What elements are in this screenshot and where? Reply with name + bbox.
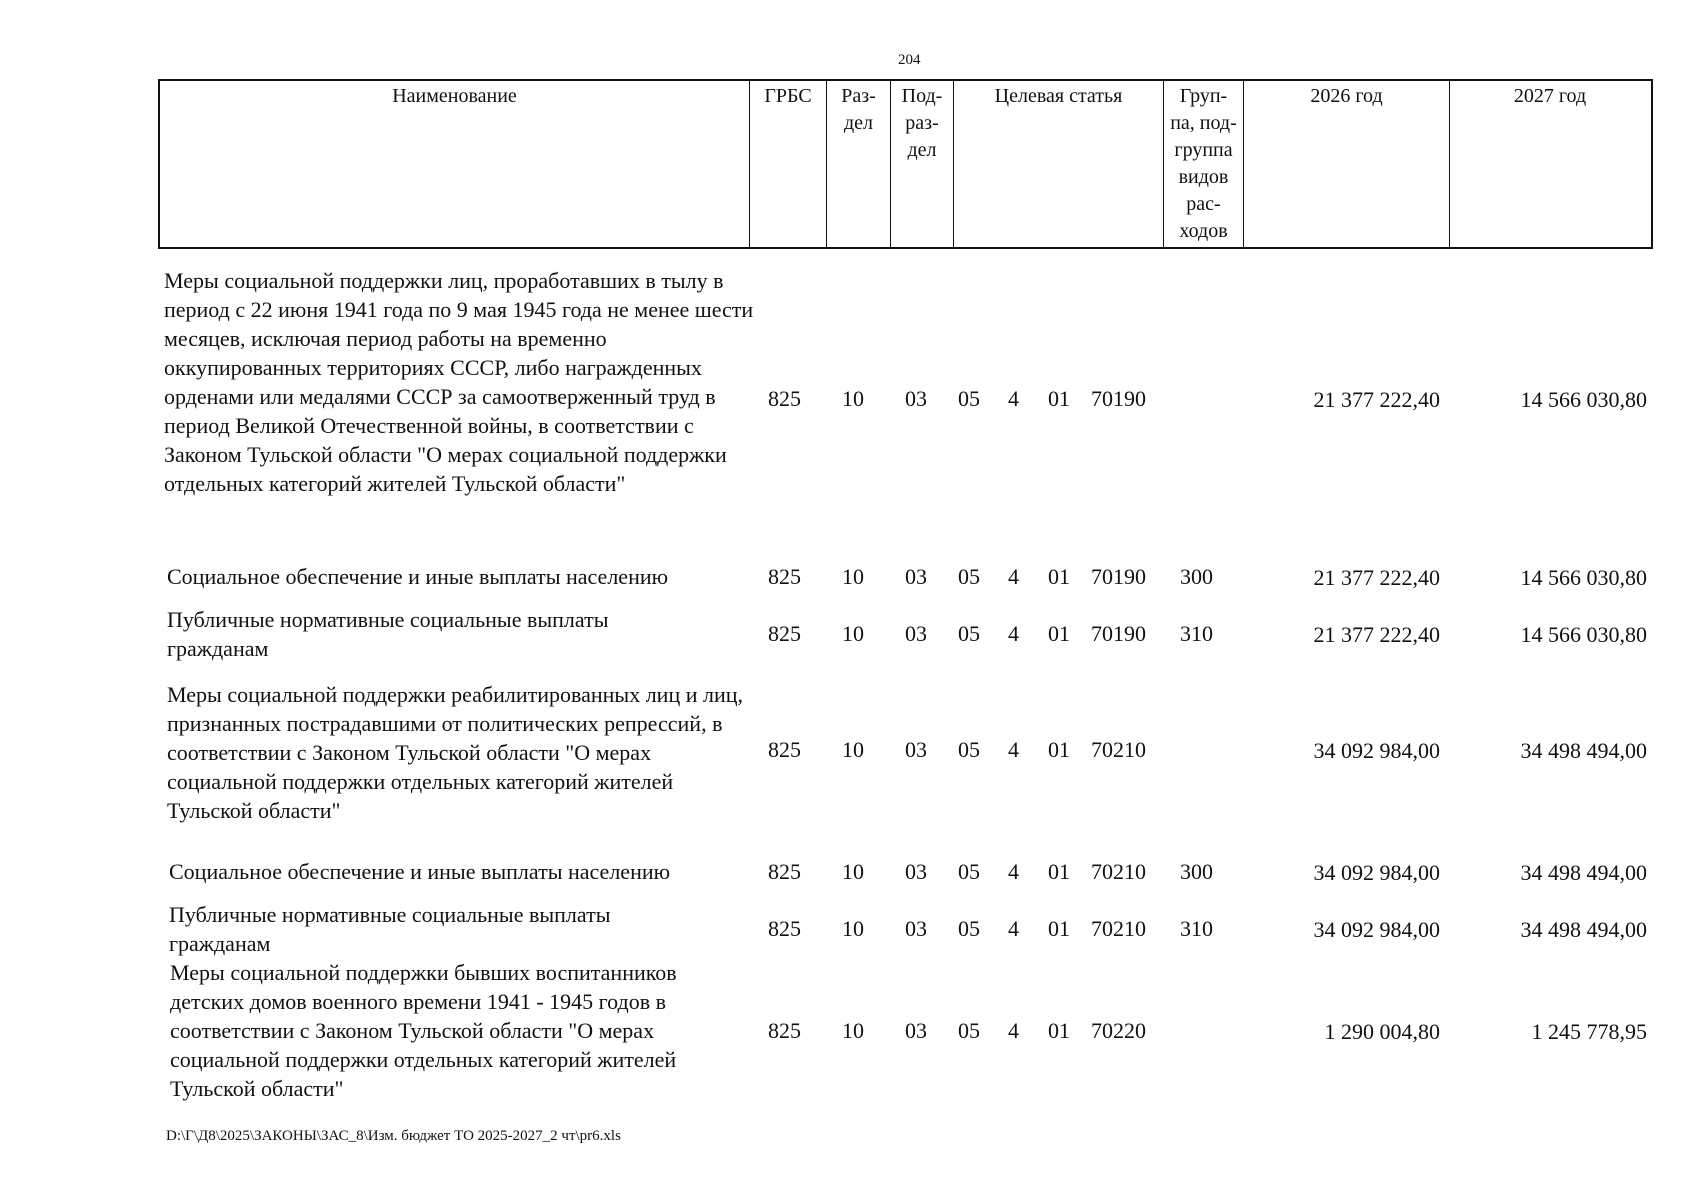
row-razdel: 10 [842,1018,864,1043]
row-2027: 34 498 494,00 [1520,738,1647,763]
row-razdel: 10 [842,386,864,411]
row-2027: 14 566 030,80 [1520,565,1647,590]
row-target-direction: 70210 [1091,737,1146,762]
row-target-program: 05 [958,916,980,941]
row-name: Меры социальной поддержки реабилитированных лиц и лиц, признанных пострадавшими от политических репрессий, в соответствии с Законом Тульской области "О мерах социальной поддержки отдельных категорий жителей Тульской области" [167,682,744,823]
row-razdel: 10 [842,621,864,646]
row-razdel: 10 [842,859,864,884]
row-vr: 300 [1180,564,1213,589]
row-target-program: 05 [958,621,980,646]
row-name: Публичные нормативные социальные выплаты гражданам [167,607,609,661]
row-target-direction: 70210 [1091,916,1146,941]
row-2026: 34 092 984,00 [1313,860,1440,885]
header-podrazdel: Под- раз- дел [891,81,954,247]
row-podrazdel: 03 [905,621,927,646]
row-target-program: 05 [958,386,980,411]
row-grbs: 825 [768,621,801,646]
row-target-direction: 70190 [1091,386,1146,411]
row-grbs: 825 [768,1018,801,1043]
row-2027: 34 498 494,00 [1520,860,1647,885]
row-2027: 14 566 030,80 [1520,622,1647,647]
row-2026: 1 290 004,80 [1324,1019,1440,1044]
row-grbs: 825 [768,386,801,411]
row-podrazdel: 03 [905,1018,927,1043]
row-razdel: 10 [842,564,864,589]
row-target-program: 05 [958,859,980,884]
row-target-type: 4 [1008,1018,1019,1043]
header-target: Целевая статья [954,81,1164,247]
row-grbs: 825 [768,859,801,884]
row-podrazdel: 03 [905,859,927,884]
row-target-element: 01 [1048,737,1070,762]
header-razdel: Раз- дел [827,81,891,247]
row-target-element: 01 [1048,621,1070,646]
header-grbs: ГРБС [750,81,827,247]
row-target-direction: 70220 [1091,1018,1146,1043]
row-target-program: 05 [958,1018,980,1043]
row-2026: 21 377 222,40 [1313,387,1440,412]
row-target-type: 4 [1008,859,1019,884]
row-grbs: 825 [768,564,801,589]
row-podrazdel: 03 [905,737,927,762]
row-name: Социальное обеспечение и иные выплаты населению [169,859,671,884]
table-header [158,79,1653,249]
row-2027: 1 245 778,95 [1531,1019,1647,1044]
row-target-type: 4 [1008,564,1019,589]
header-vr: Груп- па, под- группа видов рас- ходов [1164,81,1244,247]
row-name: Публичные нормативные социальные выплаты гражданам [169,902,611,956]
row-2026: 34 092 984,00 [1313,917,1440,942]
row-grbs: 825 [768,916,801,941]
row-podrazdel: 03 [905,916,927,941]
row-target-element: 01 [1048,386,1070,411]
row-target-element: 01 [1048,916,1070,941]
row-target-direction: 70210 [1091,859,1146,884]
row-target-type: 4 [1008,737,1019,762]
header-2026: 2026 год [1244,81,1450,247]
row-target-type: 4 [1008,386,1019,411]
row-target-element: 01 [1048,1018,1070,1043]
row-target-direction: 70190 [1091,621,1146,646]
row-name: Меры социальной поддержки бывших воспитанников детских домов военного времени 1941 - 1945 годов в соответствии с Законом Тульской области "О мерах социальной поддержки отдельных категорий жителей Тульской области" [170,960,677,1101]
row-2027: 34 498 494,00 [1520,917,1647,942]
row-name: Меры социальной поддержки лиц, проработавших в тылу в период с 22 июня 1941 года по 9 мая 1945 года не менее шести месяцев, исключая период работы на временно оккупированных территориях СССР, либо награжденных орденами или медалями СССР за самоотверженный труд в период Великой Отечественной войны, в соответствии с Законом Тульской области "О мерах социальной поддержки отдельных категорий жителей Тульской области" [164,268,754,496]
row-grbs: 825 [768,737,801,762]
row-vr: 310 [1180,621,1213,646]
row-target-type: 4 [1008,621,1019,646]
page-number: 204 [898,52,921,68]
row-2026: 21 377 222,40 [1313,565,1440,590]
row-target-program: 05 [958,564,980,589]
row-vr: 300 [1180,859,1213,884]
row-razdel: 10 [842,737,864,762]
row-target-element: 01 [1048,859,1070,884]
header-name: Наименование [160,81,750,247]
row-vr: 310 [1180,916,1213,941]
header-2027: 2027 год [1513,85,1587,107]
row-target-direction: 70190 [1091,564,1146,589]
row-2026: 21 377 222,40 [1313,622,1440,647]
row-podrazdel: 03 [905,564,927,589]
row-2026: 34 092 984,00 [1313,738,1440,763]
row-target-element: 01 [1048,564,1070,589]
row-podrazdel: 03 [905,386,927,411]
file-path-footer: D:\Г\Д8\2025\ЗАКОНЫ\ЗАС_8\Изм. бюджет ТО 2025-2027_2 чт\pr6.xls [166,1128,621,1144]
row-target-type: 4 [1008,916,1019,941]
row-razdel: 10 [842,916,864,941]
row-2027: 14 566 030,80 [1520,387,1647,412]
row-target-program: 05 [958,737,980,762]
row-name: Социальное обеспечение и иные выплаты населению [167,564,669,589]
